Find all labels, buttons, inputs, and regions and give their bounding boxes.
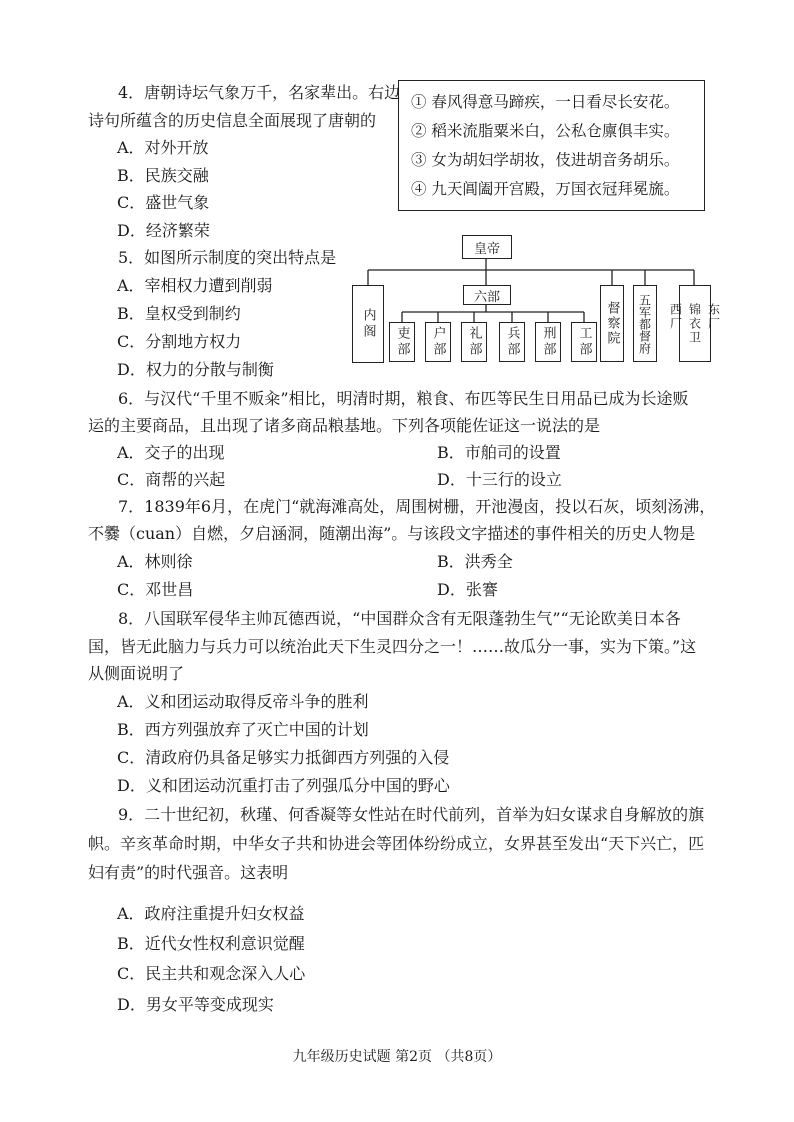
q9-stem-line3: 妇有责”的时代强音。这表明 (88, 863, 289, 882)
dongchang-label: 东厂 (706, 302, 721, 331)
q6-option-d: D．十三行的设立 (437, 470, 562, 489)
dept-node-li (389, 322, 415, 362)
q4-stem-line1: 4．唐朝诗坛气象万千，名家辈出。右边 (118, 83, 401, 102)
neige-node (352, 285, 384, 363)
q5-option-b: B．皇权受到制约 (117, 304, 241, 323)
q7-stem-line1: 7．1839年6月，在虎门“就海滩高处，周围树栅，开池漫卤，投以石灰，顷刻汤沸， (118, 497, 716, 516)
dept-node-hu (425, 322, 451, 362)
q8-option-d: D．义和团运动沉重打击了列强瓜分中国的野心 (117, 776, 450, 795)
q4-option-d: D．经济繁荣 (117, 221, 210, 240)
dept-label-li: 吏部 (394, 326, 410, 358)
q7-stem-line2: 不爨（cuan）自燃，夕启涵洞，随潮出海”。与该段文字描述的事件相关的历史人物是 (88, 524, 696, 543)
dept-node-xing (535, 322, 561, 362)
q7-option-c: C．邓世昌 (117, 580, 194, 599)
q6-stem-line1: 6．与汉代“千里不贩籴”相比，明清时期，粮食、布匹等民生日用品已成为长途贩 (118, 389, 689, 408)
dept-node-bing (499, 322, 525, 362)
q8-stem-line3: 从侧面说明了 (88, 664, 185, 683)
q9-option-c: C．民主共和观念深入人心 (117, 964, 306, 983)
dept-node-gong (571, 322, 597, 362)
q5-option-d: D．权力的分散与制衡 (117, 360, 274, 379)
q9-option-a: A．政府注重提升妇女权益 (117, 904, 305, 923)
q6-stem-line2: 运的主要商品，且出现了诸多商品粮基地。下列各项能佐证这一说法的是 (88, 416, 601, 435)
q8-option-b: B．西方列强放弃了灭亡中国的计划 (117, 720, 369, 739)
poem-line-3: ③ 女为胡妇学胡妆，伎进胡音务胡乐。 (411, 151, 680, 169)
duchayuan-label: 督察院 (604, 301, 620, 346)
q9-stem-line2: 帜。辛亥革命时期，中华女子共和协进会等团体纷纷成立，女界甚至发出“天下兴亡，匹 (88, 834, 705, 853)
duchayuan-node (600, 285, 624, 362)
dept-node-rites (461, 322, 487, 362)
dept-label-gong: 工部 (576, 326, 592, 358)
jinyiwei-label: 锦衣卫 (687, 302, 702, 345)
emperor-node: 皇帝 (462, 235, 512, 259)
poem-line-1: ① 春风得意马蹄疾，一日看尽长安花。 (411, 93, 680, 111)
wujun-node (633, 285, 657, 362)
q6-option-c: C．商帮的兴起 (117, 470, 226, 489)
q4-option-a: A．对外开放 (117, 138, 209, 157)
q8-stem-line1: 8．八国联军侵华主帅瓦德西说，“中国群众含有无限蓬勃生气”“无论欧美日本各 (118, 609, 681, 628)
poem-line-4: ④ 九天阊阖开宫殿，万国衣冠拜冕旒。 (411, 180, 680, 198)
q5-stem: 5．如图所示制度的突出特点是 (118, 248, 337, 267)
xichang-label: 西厂 (668, 302, 683, 331)
q4-option-c: C．盛世气象 (117, 193, 210, 212)
q8-stem-line2: 国，皆无此脑力与兵力可以统治此天下生灵四分之一！……故瓜分一事，实为下策。”这 (88, 637, 697, 656)
q8-option-c: C．清政府仍具备足够实力抵御西方列强的入侵 (117, 748, 450, 767)
dept-label-rites: 礼部 (466, 326, 482, 358)
q5-option-c: C．分割地方权力 (117, 332, 242, 351)
q6-option-a: A．交子的出现 (117, 443, 225, 462)
q4-option-b: B．民族交融 (117, 166, 209, 185)
liubu-node: 六部 (463, 285, 511, 305)
dept-label-hu: 户部 (430, 326, 446, 358)
q7-option-b: B．洪秀全 (437, 552, 513, 571)
changwei-node (668, 285, 721, 362)
q9-option-d: D．男女平等变成现实 (117, 995, 274, 1014)
q9-stem-line1: 9．二十世纪初，秋瑾、何香凝等女性站在时代前列，首举为妇女谋求自身解放的旗 (118, 805, 705, 824)
q4-stem-line2: 诗句所蕴含的历史信息全面展现了唐朝的 (88, 111, 377, 130)
q7-option-d: D．张謇 (437, 580, 498, 599)
page-footer: 九年级历史试题 第2页 （共8页） (292, 1049, 502, 1065)
poem-line-2: ② 稻米流脂粟米白，公私仓廪俱丰实。 (411, 122, 680, 140)
q8-option-a: A．义和团运动取得反帝斗争的胜利 (117, 692, 369, 711)
q9-option-b: B．近代女性权利意识觉醒 (117, 934, 305, 953)
changwei-labels (668, 303, 723, 345)
q5-option-a: A．宰相权力遭到削弱 (117, 276, 273, 295)
q6-option-b: B．市舶司的设置 (437, 443, 561, 462)
dept-label-bing: 兵部 (504, 326, 520, 358)
neige-label: 内阁 (360, 308, 376, 340)
wujun-label: 五军都督府 (637, 293, 652, 354)
q7-option-a: A．林则徐 (117, 552, 193, 571)
dept-label-xing: 刑部 (540, 326, 556, 358)
